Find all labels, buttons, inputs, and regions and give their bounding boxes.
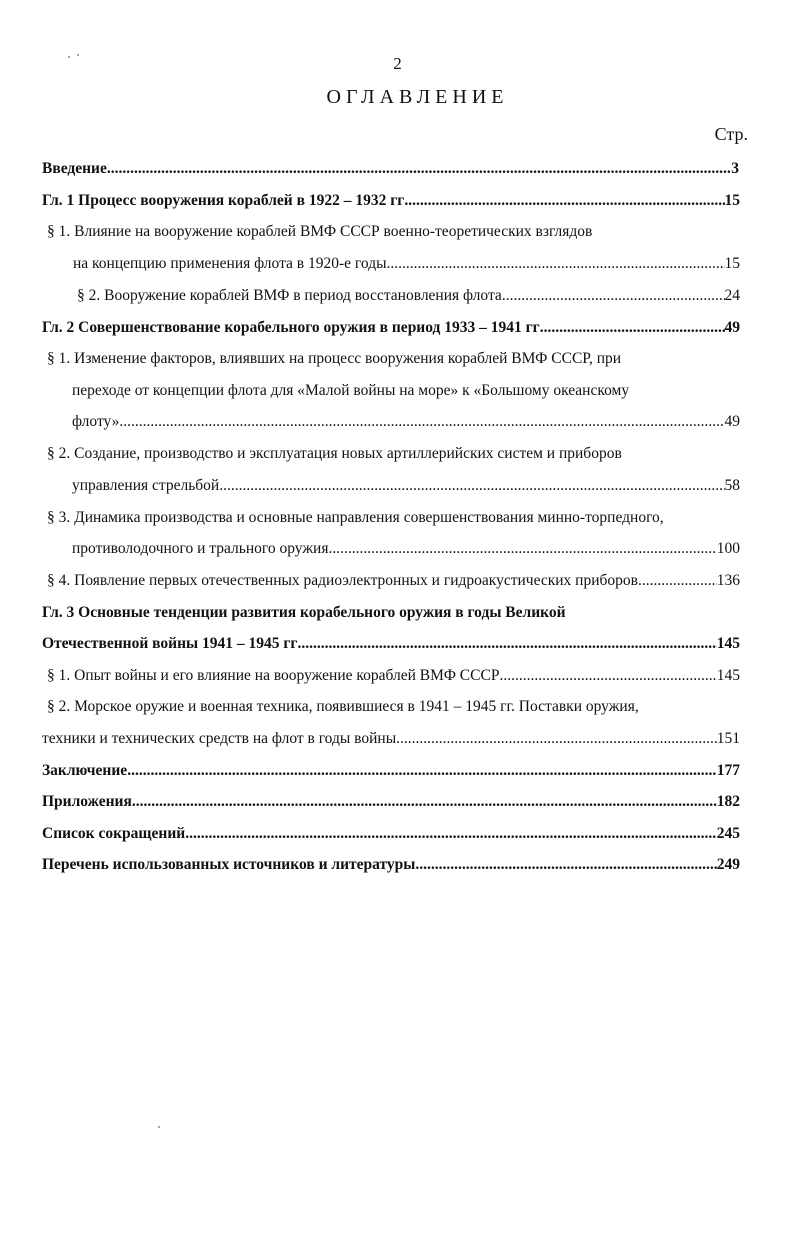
toc-entry-ch1-s2[interactable] — [77, 284, 740, 308]
entry-text: Гл. 2 Совершенствование корабельного оружия в период 1933 – 1941 гг — [42, 319, 540, 336]
toc-entry-ch3-s2-line2[interactable] — [42, 727, 740, 751]
toc-entry-ch2-s1-line3[interactable] — [72, 410, 740, 434]
entry-text: Гл. 1 Процесс вооружения кораблей в 1922 – 1932 гг — [42, 192, 405, 209]
toc-entry-ch2-s2-line2[interactable] — [72, 474, 740, 498]
toc-entry-ch1-s1-line2[interactable] — [73, 252, 740, 276]
toc-entry-ch2-s1-line2[interactable] — [72, 379, 629, 403]
entry-page: 15 — [724, 255, 740, 272]
entry-text: § 2. Вооружение кораблей ВМФ в период восстановления флота — [77, 287, 502, 304]
toc-entry-appendices[interactable] — [42, 790, 740, 814]
scan-speck — [158, 1126, 160, 1128]
entry-page: 58 — [724, 477, 740, 494]
entry-text: Заключение — [42, 762, 128, 779]
toc-entry-ch1-s1-line1[interactable] — [47, 220, 592, 244]
toc-entry-ch3-s2-line1[interactable] — [47, 695, 639, 719]
scan-speck — [77, 54, 79, 56]
leader-dots — [127, 759, 717, 783]
toc-entry-conclusion[interactable] — [42, 759, 740, 783]
leader-dots — [132, 790, 717, 814]
leader-dots — [328, 537, 716, 561]
entry-text: § 1. Влияние на вооружение кораблей ВМФ СССР военно-теоретических взглядов — [47, 223, 593, 240]
entry-text: управления стрельбой — [72, 477, 220, 494]
entry-text: Отечественной войны 1941 – 1945 гг — [42, 635, 298, 652]
leader-dots — [502, 284, 725, 308]
entry-page: 15 — [724, 192, 740, 209]
toc-entry-ch2-s1-line1[interactable] — [47, 347, 621, 371]
entry-text: на концепцию применения флота в 1920-е годы — [73, 255, 387, 272]
toc-entry-abbreviations[interactable] — [42, 822, 740, 846]
entry-text: противолодочного и трального оружия — [72, 540, 329, 557]
entry-text: Введение — [42, 160, 107, 177]
scan-speck — [68, 56, 70, 58]
toc-entry-chapter-1[interactable] — [42, 189, 740, 213]
toc-entry-chapter-2[interactable] — [42, 316, 740, 340]
toc-entry-introduction[interactable] — [42, 157, 739, 181]
entry-page: 245 — [716, 825, 740, 842]
toc-entry-ch2-s2-line1[interactable] — [47, 442, 622, 466]
toc-entry-ch3-s1[interactable] — [47, 664, 740, 688]
entry-text: Приложения — [42, 793, 132, 810]
toc-entry-ch2-s3-line2[interactable] — [72, 537, 740, 561]
toc-title: ОГЛАВЛЕНИЕ — [326, 86, 509, 108]
entry-text: § 3. Динамика производства и основные направления совершенствования минно-торпедного, — [47, 509, 664, 526]
entry-text: § 1. Изменение факторов, влиявших на процесс вооружения кораблей ВМФ СССР, при — [47, 350, 622, 367]
toc-entry-chapter-3-line2[interactable] — [42, 632, 740, 656]
entry-page: 136 — [716, 572, 740, 589]
leader-dots — [499, 664, 716, 688]
entry-page: 151 — [716, 730, 740, 747]
entry-page: 145 — [716, 635, 740, 652]
page-number: 2 — [393, 54, 402, 73]
entry-page: 249 — [716, 856, 740, 873]
leader-dots — [185, 822, 717, 846]
leader-dots — [404, 189, 724, 213]
entry-text: Гл. 3 Основные тенденции развития корабельного оружия в годы Великой — [42, 604, 566, 621]
toc-entry-sources[interactable] — [42, 853, 740, 877]
leader-dots — [387, 252, 725, 276]
toc-entry-ch2-s3-line1[interactable] — [47, 506, 664, 530]
entry-text: техники и технических средств на флот в годы войны — [42, 730, 397, 747]
entry-page: 145 — [716, 667, 740, 684]
entry-page: 100 — [716, 540, 740, 557]
toc-entry-ch2-s4[interactable] — [47, 569, 740, 593]
entry-text: Перечень использованных источников и литературы — [42, 856, 416, 873]
page-column-label: Стр. — [714, 124, 748, 144]
leader-dots — [396, 727, 717, 751]
toc-entry-chapter-3-line1[interactable] — [42, 601, 566, 625]
entry-text: флоту» — [72, 413, 120, 430]
leader-dots — [219, 474, 724, 498]
entry-page: 24 — [724, 287, 740, 304]
entry-text: § 4. Появление первых отечественных радиоэлектронных и гидроакустических приборов — [47, 572, 638, 589]
leader-dots — [638, 569, 717, 593]
entry-text: § 1. Опыт войны и его влияние на вооружение кораблей ВМФ СССР — [47, 667, 500, 684]
leader-dots — [119, 410, 724, 434]
leader-dots — [107, 157, 731, 181]
entry-page: 49 — [724, 319, 740, 336]
entry-page: 49 — [724, 413, 740, 430]
entry-text: переходе от концепции флота для «Малой войны на море» к «Большому океанскому — [72, 382, 630, 399]
leader-dots — [540, 316, 725, 340]
entry-page: 177 — [716, 762, 740, 779]
leader-dots — [297, 632, 716, 656]
leader-dots — [415, 853, 716, 877]
entry-page: 182 — [716, 793, 740, 810]
entry-text: Список сокращений — [42, 825, 186, 842]
entry-text: § 2. Создание, производство и эксплуатация новых артиллерийских систем и приборов — [47, 445, 622, 462]
entry-text: § 2. Морское оружие и военная техника, появившиеся в 1941 – 1945 гг. Поставки оружия, — [47, 698, 639, 715]
entry-page: 3 — [731, 160, 739, 177]
